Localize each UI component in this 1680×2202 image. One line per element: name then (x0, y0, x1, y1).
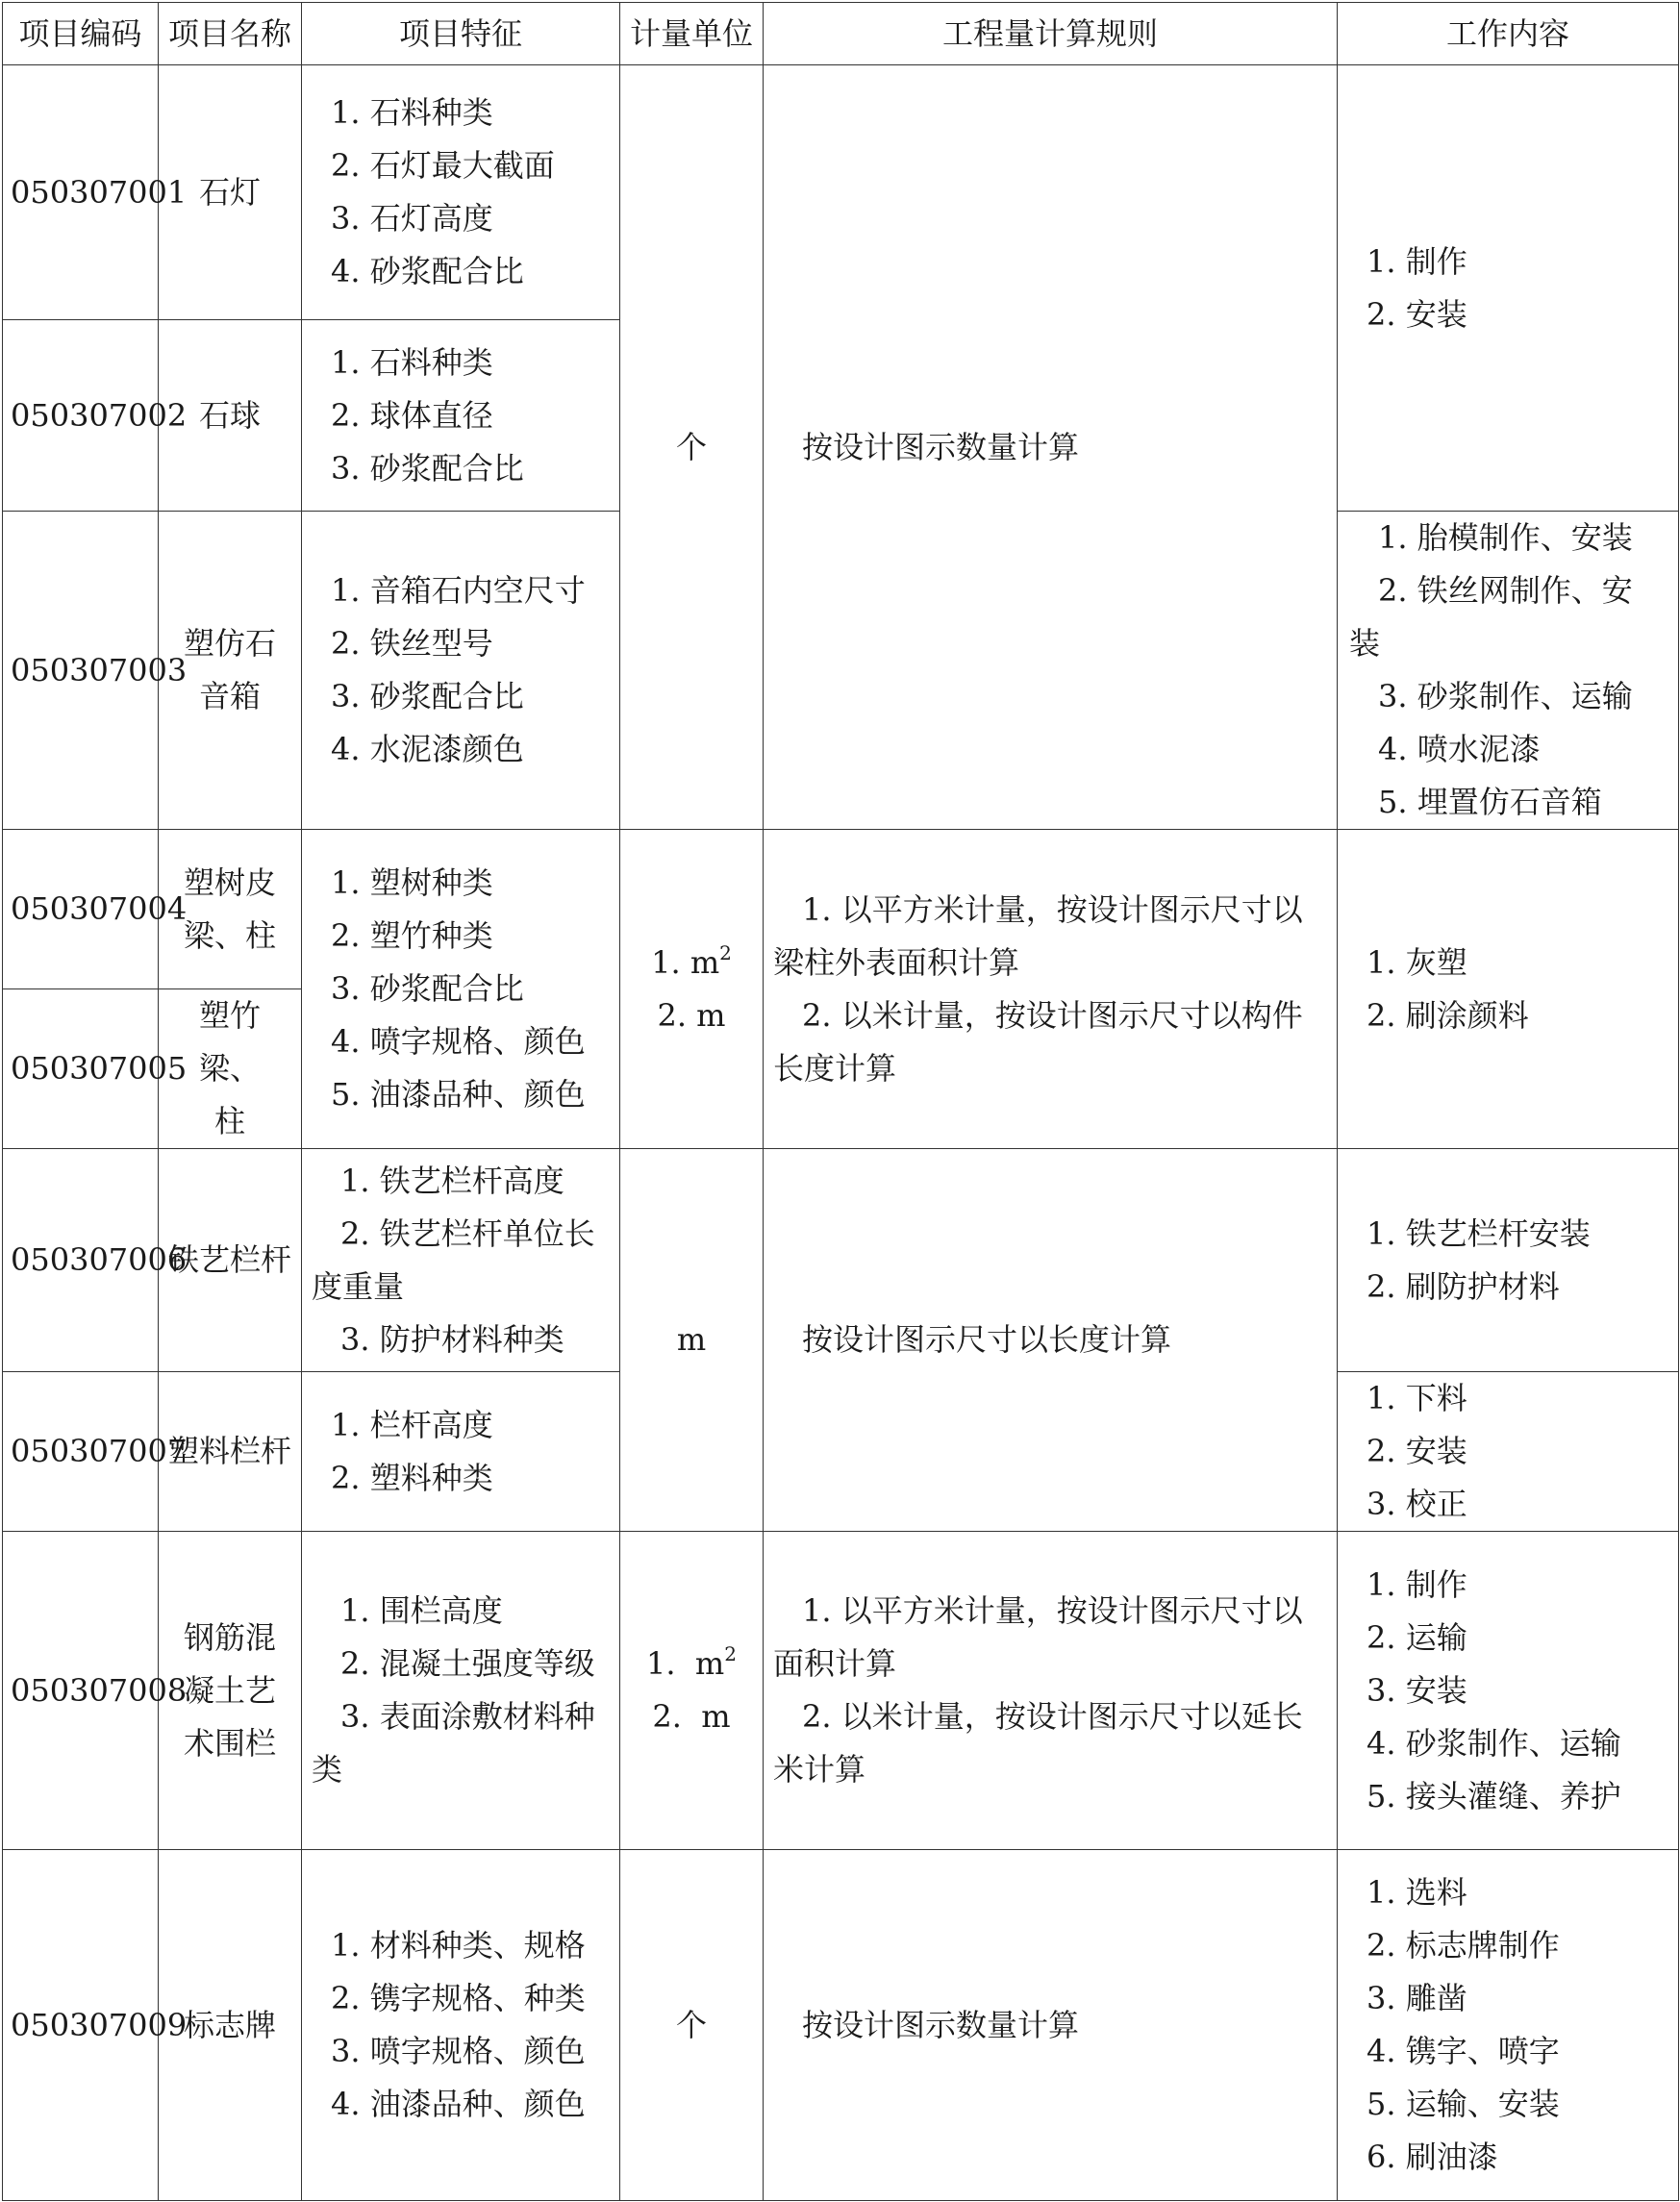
feature-line: 2. 塑竹种类 (331, 917, 493, 954)
unit-superscript: 2 (724, 1642, 737, 1665)
feature-line: 3. 喷字规格、颜色 (331, 2033, 586, 2069)
rule-cell (764, 830, 1338, 1149)
work-line: 4. 砂浆制作、运输 (1367, 1724, 1621, 1762)
item-name: 标志牌 (159, 1850, 302, 2201)
work-line: 3. 安装 (1367, 1671, 1467, 1709)
feature-line: 3. 砂浆配合比 (331, 678, 524, 714)
feature-line: 1. 石料种类 (331, 343, 493, 381)
work-line: 4. 喷水泥漆 (1378, 731, 1541, 767)
work-line: 1. 灰塑 (1367, 943, 1467, 981)
item-name: 石灯 (159, 65, 302, 320)
rule-line: 1. 以平方米计量，按设计图示尺寸以面积计算 (773, 1592, 1303, 1682)
feature-line: 1. 塑树种类 (331, 864, 493, 901)
work-line: 3. 砂浆制作、运输 (1378, 678, 1633, 714)
unit-text: 1. m (646, 1645, 725, 1682)
feature-line: 3. 表面涂敷材料种类 (312, 1698, 595, 1788)
feature-line: 2. 镌字规格、种类 (331, 1980, 586, 2016)
feature-line: 1. 石料种类 (331, 94, 493, 131)
unit-line: 2. m (657, 996, 726, 1034)
feature-line: 2. 石灯最大截面 (331, 147, 555, 184)
item-name: 塑树皮梁、柱 (159, 830, 302, 989)
work-line: 1. 胎模制作、安装 (1378, 519, 1633, 556)
table-row (3, 1532, 1679, 1850)
item-code: 050307002 (3, 320, 159, 512)
rule-cell (764, 1532, 1338, 1850)
item-code: 050307009 (3, 1850, 159, 2201)
work-line: 2. 标志牌制作 (1367, 1927, 1560, 1964)
unit-superscript: 2 (719, 940, 732, 964)
feature-line: 1. 材料种类、规格 (331, 1927, 586, 1964)
feature-line: 4. 砂浆配合比 (331, 253, 524, 289)
feature-line: 2. 铁艺栏杆单位长度重量 (312, 1214, 595, 1305)
item-features (302, 65, 620, 320)
item-features (302, 1532, 620, 1850)
feature-line: 3. 砂浆配合比 (331, 449, 524, 487)
rule-line: 2. 以米计量，按设计图示尺寸以延长米计算 (773, 1698, 1303, 1788)
item-features (302, 1149, 620, 1372)
work-line: 1. 制作 (1367, 1565, 1467, 1603)
item-code: 050307004 (3, 830, 159, 989)
item-name: 石球 (159, 320, 302, 512)
feature-line: 3. 石灯高度 (331, 200, 493, 237)
header-features: 项目特征 (302, 3, 620, 65)
work-line: 5. 接头灌缝、养护 (1367, 1777, 1621, 1814)
unit-cell (620, 830, 764, 1149)
unit-line (628, 937, 755, 989)
work-line: 1. 制作 (1367, 242, 1467, 280)
work-line: 5. 运输、安装 (1367, 2086, 1560, 2122)
work-line: 3. 雕凿 (1367, 1980, 1467, 2016)
feature-line: 2. 铁丝型号 (331, 625, 493, 662)
item-features (302, 830, 620, 1149)
work-line: 2. 铁丝网制作、安装 (1349, 572, 1633, 662)
work-line: 1. 铁艺栏杆安装 (1367, 1214, 1591, 1252)
work-cell (1338, 1850, 1679, 2201)
feature-line: 2. 塑料种类 (331, 1459, 493, 1496)
rule-line: 1. 以平方米计量，按设计图示尺寸以梁柱外表面积计算 (773, 890, 1303, 981)
work-line: 2. 刷涂颜料 (1367, 996, 1529, 1034)
work-line: 1. 选料 (1367, 1874, 1467, 1911)
header-name: 项目名称 (159, 3, 302, 65)
feature-line: 2. 球体直径 (331, 396, 493, 434)
unit-text: 1. m (651, 943, 720, 981)
unit-cell (620, 1532, 764, 1850)
item-name: 钢筋混凝土艺术围栏 (159, 1532, 302, 1850)
feature-line: 1. 铁艺栏杆高度 (340, 1162, 564, 1199)
work-line: 2. 安装 (1367, 1433, 1467, 1469)
item-name: 塑料栏杆 (159, 1372, 302, 1532)
item-name: 铁艺栏杆 (159, 1149, 302, 1372)
work-line: 4. 镌字、喷字 (1367, 2033, 1560, 2069)
table-row (3, 65, 1679, 320)
work-cell (1338, 512, 1679, 830)
unit-line (628, 1638, 755, 1690)
work-line: 2. 运输 (1367, 1618, 1467, 1656)
work-line: 6. 刷油漆 (1367, 2139, 1498, 2175)
work-line: 3. 校正 (1367, 1486, 1467, 1522)
table-row (3, 1149, 1679, 1372)
table-row (3, 830, 1679, 989)
item-code: 050307001 (3, 65, 159, 320)
feature-line: 4. 油漆品种、颜色 (331, 2086, 586, 2122)
item-code: 050307005 (3, 989, 159, 1149)
work-line: 2. 安装 (1367, 295, 1467, 333)
item-name: 塑仿石音箱 (159, 512, 302, 830)
header-rule: 工程量计算规则 (764, 3, 1338, 65)
feature-line: 4. 水泥漆颜色 (331, 731, 524, 767)
item-code: 050307006 (3, 1149, 159, 1372)
feature-line: 3. 砂浆配合比 (331, 970, 524, 1007)
table-row (3, 1850, 1679, 2201)
bill-of-quantities-table (2, 2, 1679, 2201)
work-cell (1338, 1532, 1679, 1850)
item-name: 塑竹梁、柱 (159, 989, 302, 1149)
work-cell (1338, 65, 1679, 512)
item-code: 050307007 (3, 1372, 159, 1532)
header-unit: 计量单位 (620, 3, 764, 65)
feature-line: 4. 喷字规格、颜色 (331, 1023, 586, 1060)
feature-line: 1. 音箱石内空尺寸 (331, 572, 586, 609)
feature-line: 5. 油漆品种、颜色 (331, 1076, 586, 1113)
unit-cell: 个 (620, 65, 764, 830)
item-features (302, 1372, 620, 1532)
rule-cell: 按设计图示数量计算 (764, 1850, 1338, 2201)
work-line: 1. 下料 (1367, 1380, 1467, 1416)
work-cell (1338, 1372, 1679, 1532)
work-line: 5. 埋置仿石音箱 (1378, 784, 1602, 820)
feature-line: 2. 混凝土强度等级 (340, 1645, 595, 1682)
item-features (302, 1850, 620, 2201)
header-work: 工作内容 (1338, 3, 1679, 65)
rule-cell: 按设计图示尺寸以长度计算 (764, 1149, 1338, 1532)
item-features (302, 320, 620, 512)
rule-cell: 按设计图示数量计算 (764, 65, 1338, 830)
unit-line: 2. m (652, 1698, 731, 1735)
item-code: 050307003 (3, 512, 159, 830)
work-line: 2. 刷防护材料 (1367, 1267, 1560, 1305)
unit-cell: 个 (620, 1850, 764, 2201)
feature-line: 1. 栏杆高度 (331, 1406, 493, 1443)
unit-cell: m (620, 1149, 764, 1532)
header-code: 项目编码 (3, 3, 159, 65)
work-cell (1338, 1149, 1679, 1372)
rule-line: 2. 以米计量，按设计图示尺寸以构件长度计算 (773, 996, 1303, 1087)
item-features (302, 512, 620, 830)
header-row (3, 3, 1679, 65)
feature-line: 3. 防护材料种类 (340, 1320, 564, 1358)
item-code: 050307008 (3, 1532, 159, 1850)
work-cell (1338, 830, 1679, 1149)
feature-line: 1. 围栏高度 (340, 1592, 503, 1629)
